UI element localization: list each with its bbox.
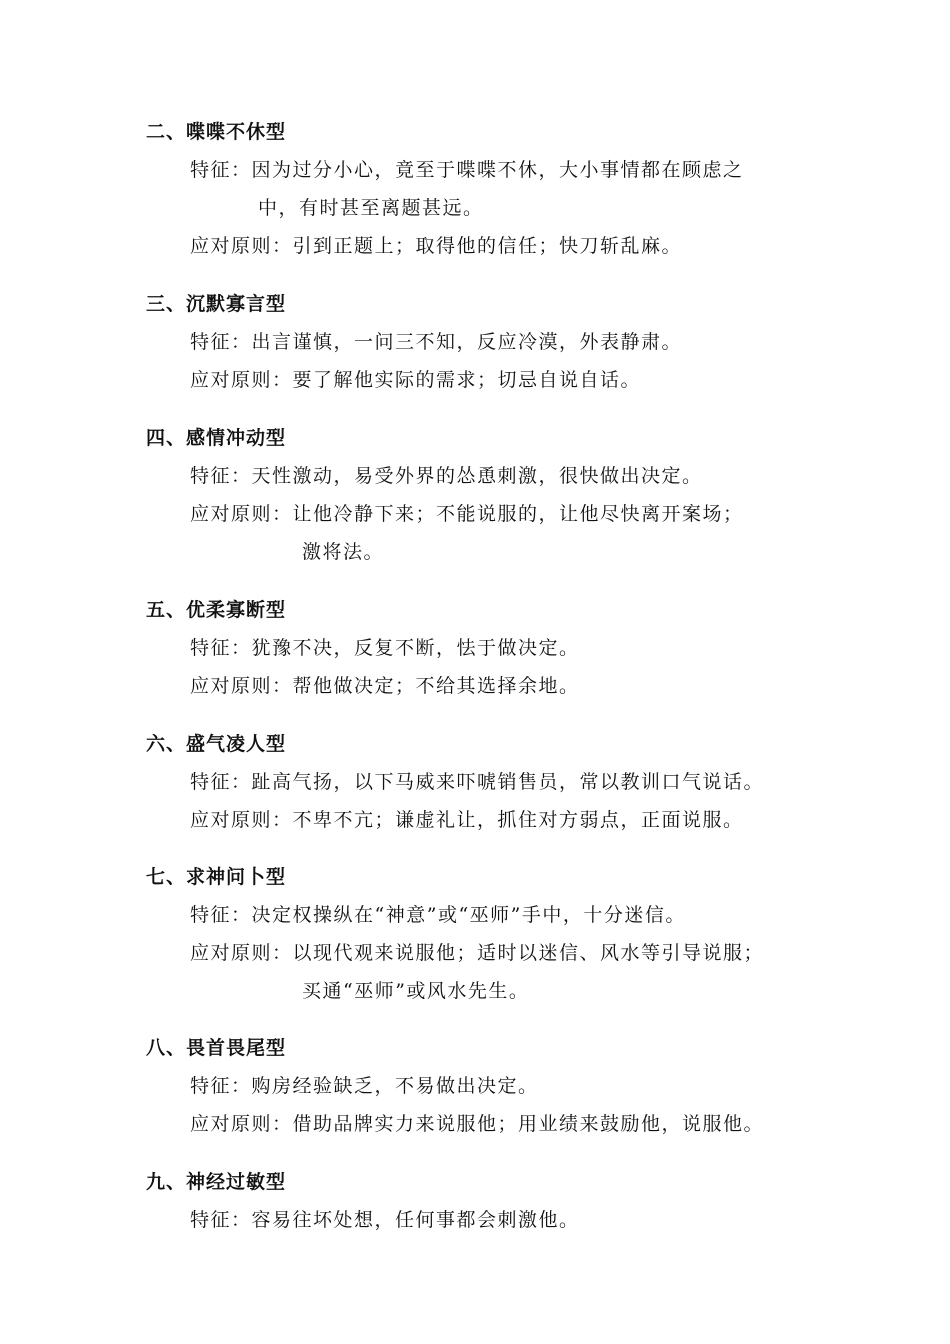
response-row: [190, 231, 682, 258]
feature-row: [190, 900, 686, 927]
feature-text: 趾高气扬，以下马威来吓唬销售员，常以教训口气说话。: [251, 771, 765, 793]
response-label: 应对原则：: [190, 235, 293, 257]
feature-text: 购房经验缺乏，不易做出决定。: [251, 1075, 539, 1097]
feature-label: 特征：: [190, 904, 252, 926]
response-row: [190, 1109, 764, 1136]
response-label: 应对原则：: [190, 1113, 293, 1135]
feature-text: 容易往坏处想，任何事都会刺激他。: [251, 1209, 580, 1231]
response-label: 应对原则：: [190, 503, 293, 525]
response-text: 让他冷静下来；不能说服的，让他尽快离开案场；: [292, 503, 744, 525]
feature-text-continued: 中，有时甚至离题甚远。: [258, 197, 484, 219]
section-heading: 五、优柔寡断型: [146, 599, 287, 621]
response-row: [190, 938, 764, 965]
response-row: [190, 365, 641, 392]
feature-label: 特征：: [190, 159, 252, 181]
response-text: 引到正题上；取得他的信任；快刀斩乱麻。: [292, 235, 683, 257]
feature-label: 特征：: [190, 1075, 252, 1097]
response-row: [190, 671, 580, 698]
feature-row: [190, 327, 682, 354]
feature-label: 特征：: [190, 1209, 252, 1231]
feature-row: [190, 461, 703, 488]
response-label: 应对原则：: [190, 675, 293, 697]
section-heading: 四、感情冲动型: [146, 427, 287, 449]
section-heading: 九、神经过敏型: [146, 1171, 287, 1193]
section-heading: 八、畏首畏尾型: [146, 1037, 287, 1059]
section-heading: 七、求神问卜型: [146, 866, 287, 888]
feature-text: 因为过分小心，竟至于喋喋不休，大小事情都在顾虑之: [251, 159, 744, 181]
section-heading: 三、沉默寡言型: [146, 293, 287, 315]
feature-text: 天性激动，易受外界的怂恿刺激，很快做出决定。: [251, 465, 703, 487]
response-text: 帮他做决定；不给其选择余地。: [292, 675, 580, 697]
response-label: 应对原则：: [190, 369, 293, 391]
response-label: 应对原则：: [190, 809, 293, 831]
feature-text: 出言谨慎，一问三不知，反应冷漠，外表静肃。: [251, 331, 683, 353]
feature-row: [190, 767, 764, 794]
response-text-continued: 激将法。: [302, 541, 385, 563]
feature-text: 决定权操纵在“神意”或“巫师”手中，十分迷信。: [251, 904, 686, 926]
feature-row: [190, 1205, 580, 1232]
feature-label: 特征：: [190, 771, 252, 793]
response-label: 应对原则：: [190, 942, 293, 964]
section-heading: 六、盛气凌人型: [146, 733, 287, 755]
feature-row: [190, 633, 580, 660]
section-heading: 二、喋喋不休型: [146, 121, 287, 143]
response-text: 以现代观来说服他；适时以迷信、风水等引导说服；: [292, 942, 765, 964]
feature-label: 特征：: [190, 637, 252, 659]
feature-text: 犹豫不决，反复不断，怯于做决定。: [251, 637, 580, 659]
response-text: 借助品牌实力来说服他；用业绩来鼓励他，说服他。: [292, 1113, 765, 1135]
feature-row: [190, 155, 744, 182]
feature-label: 特征：: [190, 331, 252, 353]
response-row: [190, 805, 744, 832]
response-row: [190, 499, 744, 526]
response-text-continued: 买通“巫师”或风水先生。: [302, 980, 530, 1002]
feature-label: 特征：: [190, 465, 252, 487]
response-text: 要了解他实际的需求；切忌自说自话。: [292, 369, 642, 391]
feature-row: [190, 1071, 539, 1098]
response-text: 不卑不亢；谦虚礼让，抓住对方弱点，正面说服。: [292, 809, 744, 831]
